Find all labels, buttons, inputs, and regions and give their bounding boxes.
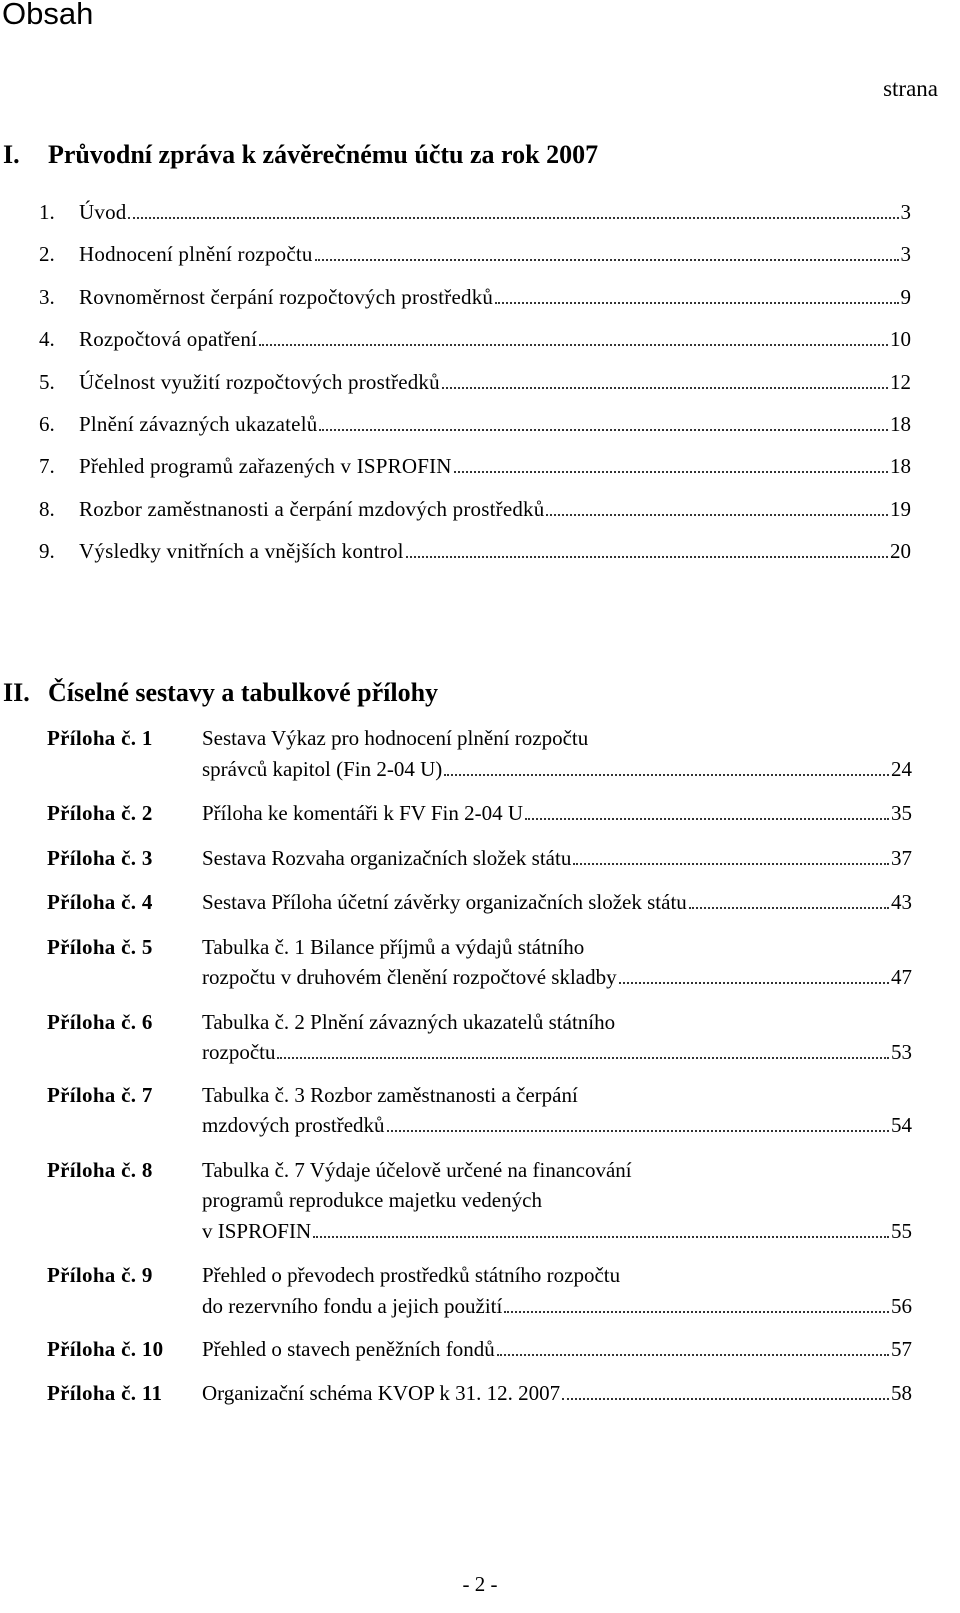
annex-label: Příloha č. 5 [47,934,153,959]
dot-leader [546,514,888,516]
toc-item-number: 7. [39,454,55,479]
toc-item-number: 3. [39,284,55,309]
annex-title-line: Tabulka č. 2 Plnění závazných ukazatelů státního [202,1009,616,1034]
annex-title: do rezervního fondu a jejich použití [202,1293,503,1318]
toc-item-title: Úvod [79,200,127,224]
annex-page: 53 [891,1040,912,1064]
annex-page: 47 [891,965,912,989]
annex-title-last-line [202,1378,912,1409]
annex-page: 58 [891,1380,912,1405]
dot-leader [259,344,888,346]
annex-label: Příloha č. 8 [47,1157,153,1182]
dot-leader [562,1398,889,1400]
annex-label: Příloha č. 10 [47,1337,164,1361]
section-1-number: I. [3,140,20,169]
annex-title-last-line [202,1216,912,1247]
toc-item-page: 20 [890,539,911,564]
annex-title-last-line [202,1334,912,1365]
annex-title: Sestava Rozvaha organizačních složek státu [202,845,572,870]
section-1-toc [39,200,911,582]
annex-page: 37 [891,845,912,870]
annex-page: 54 [891,1113,912,1137]
annex-body [202,1260,912,1321]
section-2-number: II. [3,678,30,707]
annex-title-line: Tabulka č. 1 Bilance příjmů a výdajů státního [202,934,585,959]
dot-leader [406,556,888,558]
annex-title: rozpočtu [202,1040,276,1064]
annex-item [47,1334,912,1365]
toc-item-title: Plnění závazných ukazatelů [79,411,318,436]
toc-item-title: Rovnoměrnost čerpání rozpočtových prostředků [79,284,494,309]
toc-item [39,370,911,412]
annex-title-last-line [202,1037,912,1068]
toc-item [39,539,911,581]
dot-leader [573,863,889,865]
annex-title-last-line [202,1110,912,1141]
dot-leader [128,217,898,219]
dot-leader [277,1057,889,1059]
toc-item-title: Účelnost využití rozpočtových prostředků [79,369,440,394]
annex-title: Příloha ke komentáři k FV Fin 2-04 U [202,801,524,825]
annex-title: Sestava Příloha účetní závěrky organizačních složek státu [202,890,687,914]
dot-leader [319,429,888,431]
toc-item-number: 1. [39,200,55,224]
toc-item-title: Rozpočtová opatření [79,327,258,352]
toc-item-title: Hodnocení plnění rozpočtu [79,242,313,267]
annex-title-last-line [202,1291,912,1322]
annex-item [47,1007,912,1068]
annex-title-last-line [202,843,912,874]
annex-page: 43 [891,890,912,914]
annex-title: správců kapitol (Fin 2-04 U) [202,756,443,781]
annex-item [47,798,912,829]
annex-body [202,932,912,993]
annex-label: Příloha č. 3 [47,845,153,870]
annex-title-line: Tabulka č. 7 Výdaje účelově určené na financování [202,1157,632,1182]
annex-item [47,887,912,918]
toc-item-page: 10 [890,327,911,352]
annex-label: Příloha č. 6 [47,1009,153,1034]
toc-item [39,497,911,539]
annex-body [202,887,912,918]
toc-item-page: 3 [900,200,911,224]
annex-page: 56 [891,1293,912,1318]
annex-title-last-line [202,754,912,785]
dot-leader [315,259,899,261]
dot-leader [689,907,889,909]
dot-leader [619,982,889,984]
annex-body [202,1155,912,1247]
page-column-label: strana [883,76,938,101]
section-1-title: Průvodní zpráva k závěrečnému účtu za rok 2007 [48,140,599,169]
annex-title-line: programů reprodukce majetku vedených [202,1188,542,1212]
annex-label: Příloha č. 1 [47,726,153,750]
toc-item [39,242,911,284]
dot-leader [454,471,888,473]
toc-item-page: 18 [890,411,911,436]
annex-title-last-line [202,887,912,918]
toc-item-page: 3 [900,242,911,267]
annex-label: Příloha č. 2 [47,801,153,825]
section-2-title: Číselné sestavy a tabulkové přílohy [48,678,439,707]
annex-title: v ISPROFIN [202,1218,312,1243]
page-title: Obsah [2,0,94,31]
annex-page: 55 [891,1218,912,1243]
toc-item-number: 9. [39,539,55,564]
section-2-heading [3,678,438,708]
annex-label: Příloha č. 11 [47,1380,163,1405]
annex-item [47,1260,912,1321]
page-number: - 2 - [462,1572,498,1596]
annex-page: 57 [891,1337,912,1361]
dot-leader [525,818,889,820]
annex-label: Příloha č. 4 [47,890,153,914]
toc-item [39,412,911,454]
annex-item [47,1155,912,1247]
annex-title: Organizační schéma KVOP k 31. 12. 2007 [202,1380,561,1405]
toc-item-title: Přehled programů zařazených v ISPROFIN [79,454,452,479]
dot-leader [497,1354,889,1356]
annex-body [202,1080,912,1141]
annex-title-line: Sestava Výkaz pro hodnocení plnění rozpočtu [202,726,589,750]
annex-title: Přehled o stavech peněžních fondů [202,1337,495,1361]
toc-item-page: 12 [890,369,911,394]
annex-item [47,843,912,874]
annex-item [47,932,912,993]
annex-body [202,1334,912,1365]
dot-leader [495,302,898,304]
dot-leader [504,1311,889,1313]
annex-body [202,1007,912,1068]
annex-item [47,723,912,784]
toc-item [39,200,911,242]
annex-label: Příloha č. 7 [47,1082,153,1107]
toc-item-number: 5. [39,369,55,394]
toc-item-page: 9 [900,284,911,309]
annex-page: 35 [891,801,912,825]
annex-title-last-line [202,798,912,829]
dot-leader [313,1236,889,1238]
annex-item [47,1378,912,1409]
annex-label: Příloha č. 9 [47,1263,153,1287]
toc-item-title: Rozbor zaměstnanosti a čerpání mzdových prostředků [79,496,545,521]
toc-item-number: 2. [39,242,55,267]
toc-item [39,285,911,327]
section-1-heading [3,140,598,170]
annex-page: 24 [891,756,912,781]
annex-body [202,798,912,829]
dot-leader [442,387,888,389]
annex-body [202,723,912,784]
toc-item-page: 19 [890,496,911,521]
toc-item [39,454,911,496]
toc-item-title: Výsledky vnitřních a vnějších kontrol [79,539,404,564]
toc-item-number: 4. [39,327,55,352]
annex-item [47,1080,912,1141]
dot-leader [387,1130,889,1132]
toc-item-number: 6. [39,411,55,436]
annex-title: rozpočtu v druhovém členění rozpočtové skladby [202,965,617,989]
annex-body [202,843,912,874]
annex-title-line: Přehled o převodech prostředků státního rozpočtu [202,1263,621,1287]
toc-item-page: 18 [890,454,911,479]
toc-item-number: 8. [39,496,55,521]
section-2-annex-list [47,723,912,1408]
annex-title: mzdových prostředků [202,1113,385,1137]
dot-leader [444,774,889,776]
toc-item [39,327,911,369]
annex-title-line: Tabulka č. 3 Rozbor zaměstnanosti a čerpání [202,1082,578,1107]
annex-body [202,1378,912,1409]
annex-title-last-line [202,962,912,993]
